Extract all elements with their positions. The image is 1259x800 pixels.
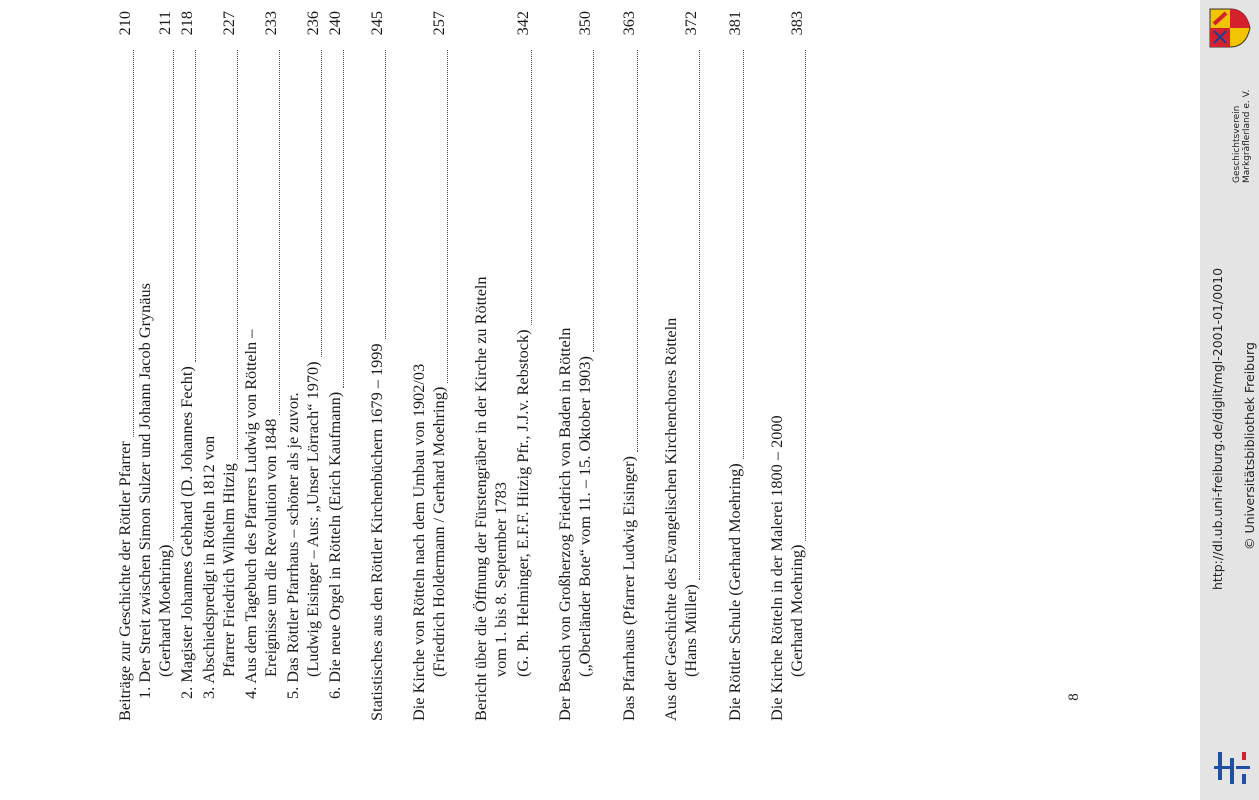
toc-entry-leader: [155, 50, 174, 541]
toc-entry: [241, 11, 261, 699]
toc-entry-leader: [261, 50, 280, 415]
toc-entry-title: 3. Abschiedspredigt in Rötteln 1812 von: [199, 435, 218, 699]
toc-entry: [725, 11, 745, 721]
toc-entry: [575, 11, 595, 677]
toc-entry-title: 5. Das Röttler Pfarrhaus – schöner als je zuvor.: [283, 392, 302, 699]
toc-entry-title: Ereignisse um die Revolution von 1848: [261, 418, 280, 677]
toc-entry: [513, 11, 533, 677]
toc-entry-page: 236: [303, 11, 322, 36]
toc-entry-title: (Friedrich Holdermann / Gerhard Moehring): [429, 386, 448, 677]
source-url[interactable]: http://dl.ub.uni-freiburg.de/diglit/mgl-2001-01/0010: [1210, 267, 1225, 590]
toc-entry-title: (G. Ph. Helminger, E.F.F. Hitzig Pfr., J.J.v. Rebstock): [513, 329, 532, 677]
toc-entry-leader: [177, 50, 196, 362]
toc-entry: [471, 11, 491, 721]
toc-entry-title: Das Pfarrhaus (Pfarrer Ludwig Eisinger): [619, 456, 638, 721]
toc-entry-leader: [367, 50, 386, 339]
toc-entry: [555, 11, 575, 721]
toc-entry: [177, 11, 197, 699]
toc-entry-title: Der Besuch von Großherzog Friedrich von Baden in Rötteln: [555, 327, 574, 721]
toc-entry-page: 383: [787, 11, 806, 36]
toc-entry-title: Statistisches aus den Röttler Kirchenbüchern 1679 – 1999: [367, 343, 386, 721]
toc-entry-title: Beiträge zur Geschichte der Röttler Pfarrer: [115, 441, 134, 721]
toc-entry-leader: [787, 50, 806, 541]
toc-entry: [219, 11, 239, 677]
toc-entry-title: Die Kirche Rötteln in der Malerei 1800 – 2000: [767, 415, 786, 721]
toc-entry: [367, 11, 387, 721]
toc-entry-page: 210: [115, 11, 134, 36]
toc-entry-leader: [513, 50, 532, 325]
toc-entry-title: (Ludwig Eisinger – Aus: „Unser Lörrach“ 1970): [303, 361, 322, 677]
toc-entry-title: vom 1. bis 8. September 1783: [491, 482, 510, 677]
toc-entry: [619, 11, 639, 721]
association-name-line1: Geschichtsverein: [1232, 105, 1242, 183]
toc-entry: [429, 11, 449, 677]
toc-entry: [325, 11, 345, 699]
toc-entry: [199, 11, 219, 699]
toc-entry-leader: [429, 50, 448, 383]
toc-entry-title: (Gerhard Moehring): [787, 544, 806, 677]
toc-entry-leader: [725, 50, 744, 459]
toc-entry-title: (Hans Müller): [681, 584, 700, 677]
toc-entry-page: 350: [575, 11, 594, 36]
toc-entry-title: 4. Aus dem Tagebuch des Pfarrers Ludwig von Rötteln –: [241, 329, 260, 699]
toc-entry: [261, 11, 281, 677]
toc-entry: [135, 11, 155, 699]
toc-entry-page: 257: [429, 11, 448, 36]
toc-entry: [303, 11, 323, 677]
toc-entry-page: 218: [177, 11, 196, 36]
table-of-contents: [113, 11, 823, 721]
toc-entry: [681, 11, 701, 677]
toc-entry: [283, 11, 303, 699]
toc-entry: [787, 11, 807, 677]
page-number: 8: [1066, 693, 1082, 701]
toc-entry: [491, 11, 511, 677]
toc-entry-title: (Gerhard Moehring): [155, 544, 174, 677]
toc-entry-title: („Oberländer Bote“ vom 11. – 15. Oktober 1903): [575, 356, 594, 677]
toc-entry: [155, 11, 175, 677]
toc-entry-title: Pfarrer Friedrich Wilhelm Hitzig: [219, 463, 238, 677]
association-name-line2: Markgräflerland e. V.: [1242, 89, 1252, 183]
toc-entry-leader: [325, 50, 344, 388]
university-library-logo-icon: [1210, 748, 1254, 788]
toc-entry-title: Bericht über die Öffnung der Fürstengräber in der Kirche zu Rötteln: [471, 276, 490, 721]
toc-entry-leader: [619, 50, 638, 452]
toc-entry-title: 2. Magister Johannes Gebhard (D. Johannes Fecht): [177, 366, 196, 699]
toc-entry-page: 240: [325, 11, 344, 36]
toc-entry-title: Die Kirche von Rötteln nach dem Umbau von 1902/03: [409, 363, 428, 721]
association-crest-icon: [1206, 5, 1252, 51]
toc-entry-page: 342: [513, 11, 532, 36]
toc-entry-title: Aus der Geschichte des Evangelischen Kirchenchores Rötteln: [661, 317, 680, 721]
toc-entry: [661, 11, 681, 721]
toc-entry-title: 6. Die neue Orgel in Rötteln (Erich Kaufmann): [325, 391, 344, 699]
toc-entry-title: 1. Der Streit zwischen Simon Sulzer und Johann Jacob Grynäus: [135, 283, 154, 699]
toc-entry: [767, 11, 787, 721]
toc-entry-page: 227: [219, 11, 238, 36]
toc-entry: [409, 11, 429, 721]
toc-entry-leader: [303, 50, 322, 357]
toc-entry-leader: [115, 50, 134, 437]
toc-entry-leader: [681, 50, 700, 580]
toc-entry-page: 381: [725, 11, 744, 36]
toc-entry-page: 372: [681, 11, 700, 36]
toc-entry-leader: [219, 50, 238, 459]
toc-entry-page: 211: [155, 11, 174, 35]
toc-entry-page: 245: [367, 11, 386, 36]
toc-entry-leader: [575, 50, 594, 352]
copyright-notice: © Universitätsbibliothek Freiburg: [1242, 342, 1257, 550]
toc-entry-page: 233: [261, 11, 280, 36]
toc-entry-title: Die Röttler Schule (Gerhard Moehring): [725, 463, 744, 721]
toc-entry-page: 363: [619, 11, 638, 36]
toc-entry: [115, 11, 135, 721]
